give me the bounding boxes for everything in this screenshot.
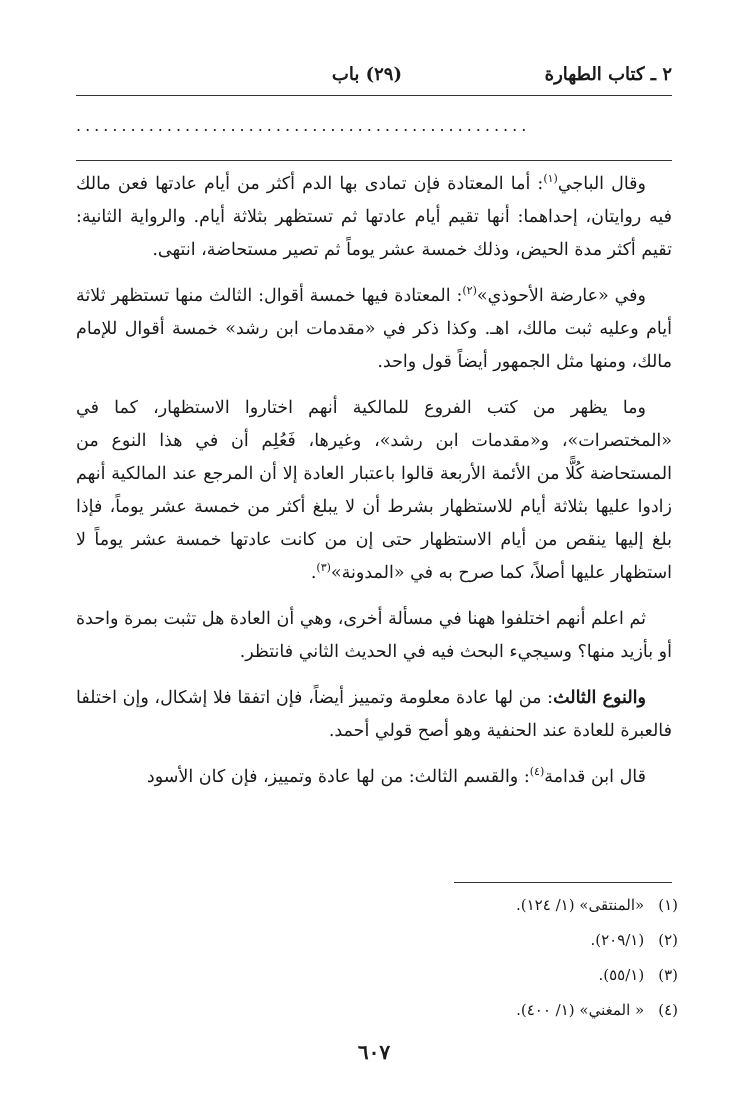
paragraph: وقال الباجي$^{(١)}$: أما المعتادة فإن تمادى بها الدم أكثر من أيام عادتها فعن مالك فيه روايتان، إحداهما: أنها تقيم أيام عادتها ثم تستظهر بثلاثة أيام. والرواية الثانية: تقيم أكثر مدة الحيض، وذلك خمسة عشر يوماً ثم تصير مستحاضة، انتهى. [76,172,672,260]
bold-lead: والنوع الثالث [553,688,646,708]
footnote-text: « المغني» (١/ ٤٠٠). [516,1001,645,1019]
header-rule [76,95,672,96]
footnotes [76,888,678,1028]
footnote-text: (٥٥/١). [598,966,645,984]
page-number: ٦٠٧ [357,1040,391,1064]
ellipsis-line: .................................................. [76,116,531,135]
footnote-number: (٤) [658,1001,678,1019]
paragraph: وفي «عارضة الأحوذي»$^{(٢)}$: المعتادة فيها خمسة أقوال: الثالث منها تستظهر ثلاثة أيام وعليه ثبت مالك، اهـ. وكذا ذكر في «مقدمات ابن رشد» خمسة أقوال للإمام مالك، ومنها مثل الجمهور أيضاً قول واحد. [76,284,672,372]
footnote-number: (٢) [658,931,678,949]
footnote-text: (٢٠٩/١). [590,931,645,949]
running-header [76,58,672,92]
footnote-text: «المنتقى» (١/ ١٢٤). [516,896,645,914]
footnote-rule [454,882,672,883]
footnote-number: (٣) [658,966,678,984]
paragraph: والنوع الثالث: من لها عادة معلومة وتمييز أيضاً، فإن اتفقا فلا إشكال، وإن اختلفا فالعبرة للعادة عند الحنفية وهو أصح قولي أحمد. [76,688,672,741]
footnote [76,888,678,923]
footnote-ref[interactable]: (٢) [462,284,477,298]
footnote-ref[interactable]: (١) [543,172,558,186]
paragraph: ثم اعلم أنهم اختلفوا ههنا في مسألة أخرى، وهي أن العادة هل تثبت بمرة واحدة أو بأزيد منها؟ وسيجيء البحث فيه في الحديث الثاني فانتظر. [76,609,672,662]
section-divider [76,160,672,161]
paragraph: وما يظهر من كتب الفروع للمالكية أنهم اختاروا الاستظهار، كما في «المختصرات»، و«مقدمات ابن رشد»، وغيرها، فَعُلِم أن في هذا النوع من المستحاضة كُلًّا من الأئمة الأربعة قالوا باعتبار العادة إلا أن المرجع عند المالكية أنهم زادوا عليها بثلاثة أيام للاستظهار بشرط أن لا يبلغ أكثر من خمسة عشر يوماً، فإذا بلغ إليها ينقص من أيام الاستظهار حتى إن من كانت عادتها خمسة عشر يوماً لا استظهار عليها أصلاً، كما صرح به في «المدونة»$^{(٣)}$. [76,398,672,583]
section-title: (٢٩) باب [331,64,402,85]
footnote-ref[interactable]: (٤) [529,765,545,779]
paragraph: قال ابن قدامة$^{(٤)}$: والقسم الثالث: من لها عادة وتمييز، فإن كان الأسود [146,765,646,787]
footnote-number: (١) [658,896,678,914]
chapter-title: ٢ ـ كتاب الطهارة [544,64,672,85]
footnote [76,958,678,993]
main-text [76,168,672,807]
footnote [76,923,678,958]
footnote [76,993,678,1028]
footnote-ref[interactable]: (٣) [316,561,331,575]
